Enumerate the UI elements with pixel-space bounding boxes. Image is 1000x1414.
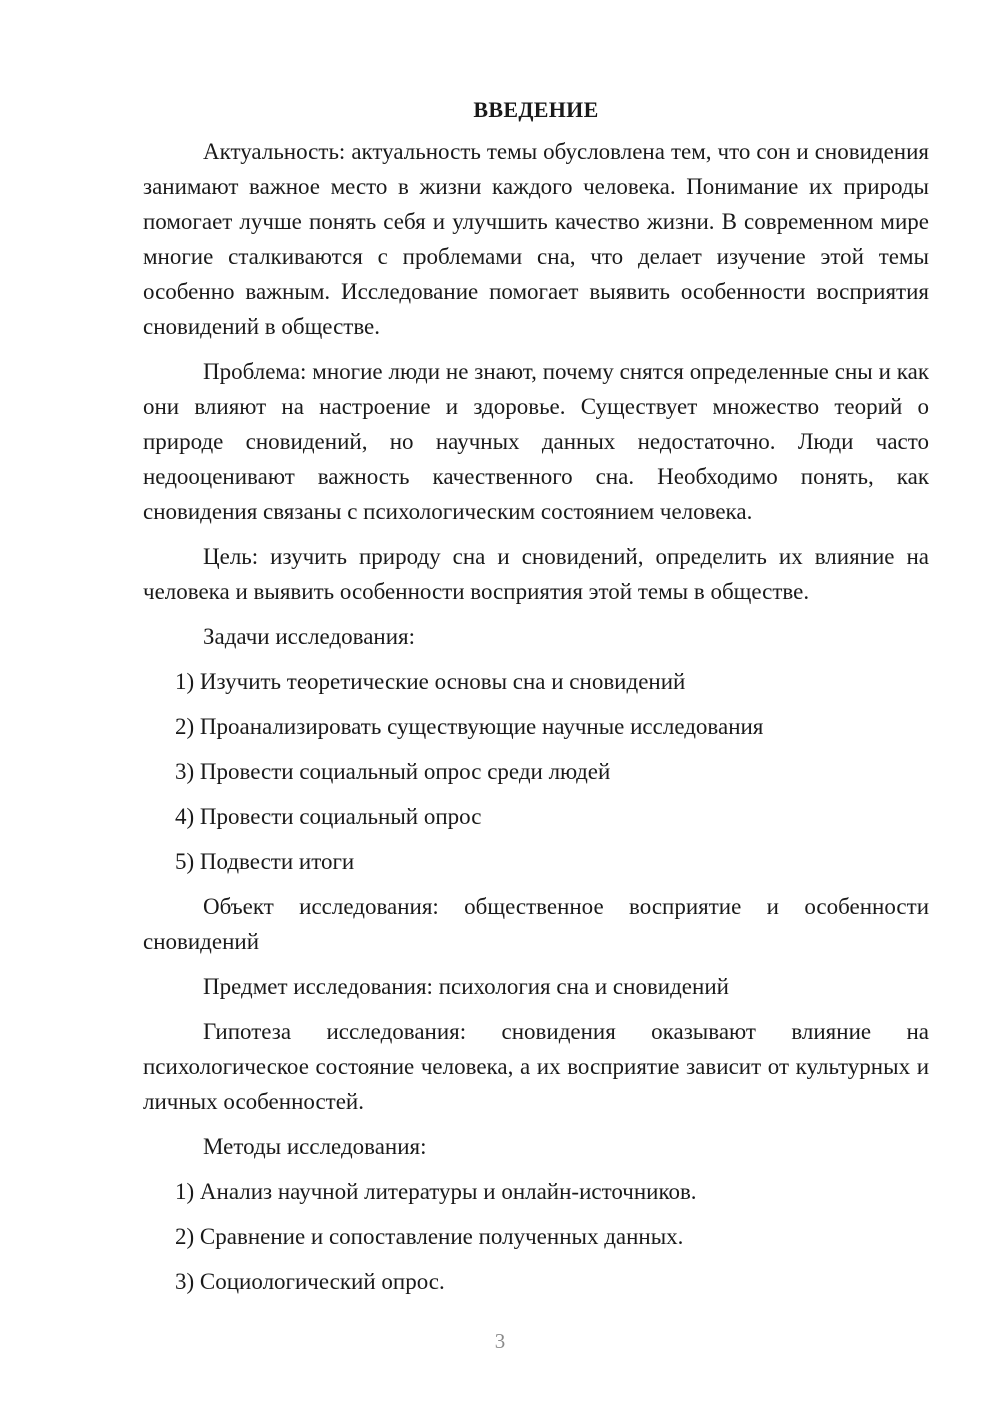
list-item: 3) Провести социальный опрос среди людей xyxy=(175,759,611,784)
list-item: 2) Проанализировать существующие научные исследования xyxy=(175,714,764,739)
goal-paragraph: Цель: изучить природу сна и сновидений, определить их влияние на человека и выявить особенности восприятия этой темы в обществе. xyxy=(143,544,929,604)
problem-paragraph: Проблема: многие люди не знают, почему снятся определенные сны и как они влияют на настроение и здоровье. Существует множество теорий о природе сновидений, но научных данных недостаточно. Люди часто недооценивают важность качественного сна. Необходимо понять, как сновидения связаны с психологическим состоянием человека. xyxy=(143,359,929,524)
tasks-list xyxy=(143,664,929,879)
list-item: 1) Изучить теоретические основы сна и сновидений xyxy=(175,669,686,694)
document-body xyxy=(143,92,929,1309)
object-paragraph: Объект исследования: общественное восприятие и особенности сновидений xyxy=(143,894,929,954)
relevance-paragraph: Актуальность: актуальность темы обусловлена тем, что сон и сновидения занимают важное место в жизни каждого человека. Понимание их природы помогает лучше понять себя и улучшить качество жизни. В современном мире многие сталкиваются с проблемами сна, что делает изучение этой темы особенно важным. Исследование помогает выявить особенности восприятия сновидений в обществе. xyxy=(143,139,929,339)
hypothesis-paragraph: Гипотеза исследования: сновидения оказывают влияние на психологическое состояние человека, а их восприятие зависит от культурных и личных особенностей. xyxy=(143,1019,929,1114)
methods-heading: Методы исследования: xyxy=(203,1134,427,1159)
page-title: ВВЕДЕНИЕ xyxy=(473,97,599,122)
tasks-heading: Задачи исследования: xyxy=(203,624,416,649)
subject-paragraph: Предмет исследования: психология сна и сновидений xyxy=(203,974,729,999)
list-item: 3) Социологический опрос. xyxy=(175,1269,445,1294)
list-item: 2) Сравнение и сопоставление полученных данных. xyxy=(175,1224,684,1249)
methods-list xyxy=(143,1174,929,1299)
page-number: 3 xyxy=(494,1329,506,1353)
list-item: 1) Анализ научной литературы и онлайн-источников. xyxy=(175,1179,697,1204)
list-item: 4) Провести социальный опрос xyxy=(175,804,482,829)
list-item: 5) Подвести итоги xyxy=(175,849,355,874)
